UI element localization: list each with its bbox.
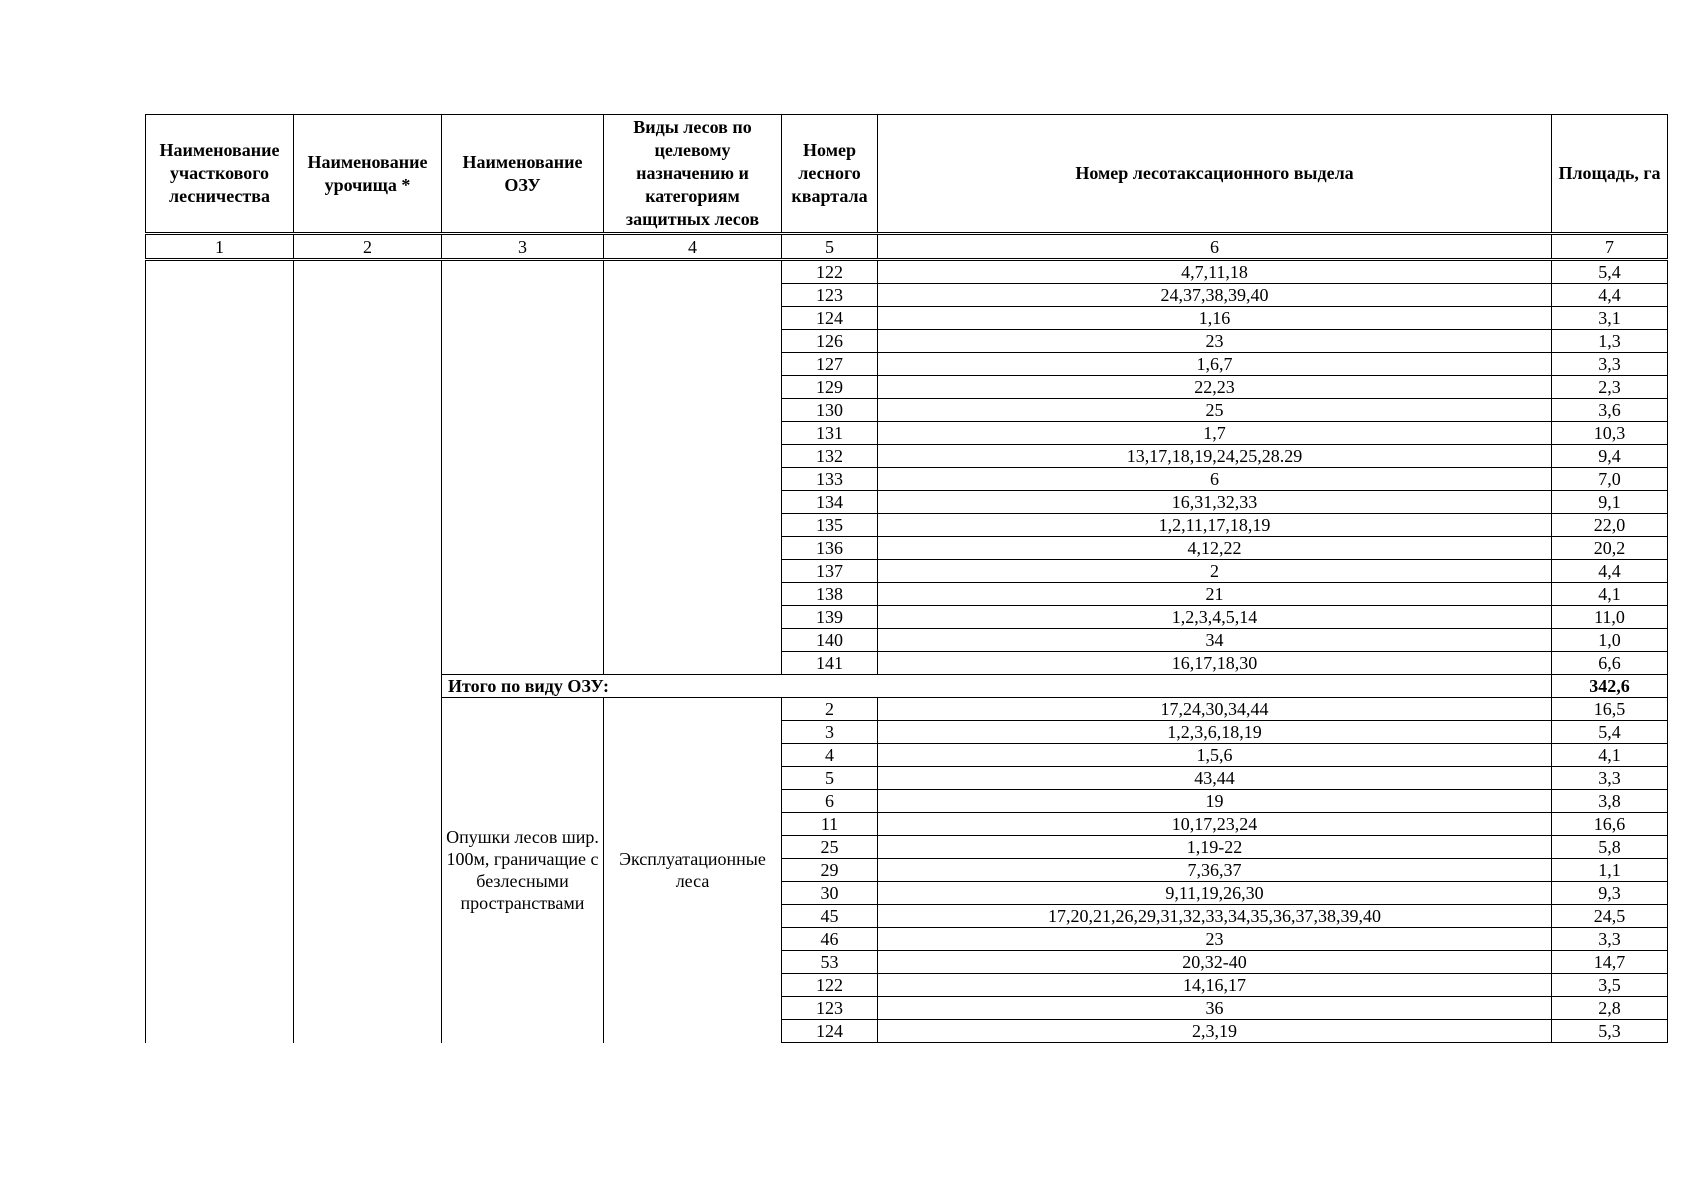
vydel-cell: 1,7	[878, 422, 1552, 445]
kvartal-cell: 25	[782, 836, 878, 859]
vydel-cell: 16,17,18,30	[878, 652, 1552, 675]
forest-type-name-cell: Эксплуатационные леса	[604, 698, 782, 1043]
column-number: 1	[146, 234, 294, 260]
forest-type-cell	[604, 260, 782, 675]
header-forestry: Наименование участкового лесничества	[146, 115, 294, 234]
header-row	[146, 115, 1668, 234]
column-number: 2	[294, 234, 442, 260]
area-cell: 4,1	[1552, 583, 1668, 606]
area-cell: 4,4	[1552, 284, 1668, 307]
kvartal-cell: 134	[782, 491, 878, 514]
header-tract: Наименование урочища *	[294, 115, 442, 234]
forestry-cell	[146, 260, 294, 1043]
kvartal-cell: 123	[782, 997, 878, 1020]
vydel-cell: 10,17,23,24	[878, 813, 1552, 836]
area-cell: 1,1	[1552, 859, 1668, 882]
header-vydel: Номер лесотаксационного выдела	[878, 115, 1552, 234]
vydel-cell: 6	[878, 468, 1552, 491]
area-cell: 24,5	[1552, 905, 1668, 928]
area-cell: 6,6	[1552, 652, 1668, 675]
vydel-cell: 9,11,19,26,30	[878, 882, 1552, 905]
vydel-cell: 1,16	[878, 307, 1552, 330]
kvartal-cell: 139	[782, 606, 878, 629]
total-label: Итого по виду ОЗУ:	[442, 675, 1552, 698]
kvartal-cell: 30	[782, 882, 878, 905]
kvartal-cell: 132	[782, 445, 878, 468]
vydel-cell: 20,32-40	[878, 951, 1552, 974]
vydel-cell: 17,24,30,34,44	[878, 698, 1552, 721]
kvartal-cell: 11	[782, 813, 878, 836]
area-cell: 16,6	[1552, 813, 1668, 836]
area-cell: 4,4	[1552, 560, 1668, 583]
area-cell: 7,0	[1552, 468, 1668, 491]
kvartal-cell: 5	[782, 767, 878, 790]
kvartal-cell: 4	[782, 744, 878, 767]
kvartal-cell: 135	[782, 514, 878, 537]
vydel-cell: 2,3,19	[878, 1020, 1552, 1043]
vydel-cell: 17,20,21,26,29,31,32,33,34,35,36,37,38,39,40	[878, 905, 1552, 928]
vydel-cell: 14,16,17	[878, 974, 1552, 997]
forest-table-sheet	[145, 114, 1668, 1043]
vydel-cell: 1,6,7	[878, 353, 1552, 376]
area-cell: 3,6	[1552, 399, 1668, 422]
area-cell: 20,2	[1552, 537, 1668, 560]
kvartal-cell: 123	[782, 284, 878, 307]
kvartal-cell: 122	[782, 260, 878, 284]
kvartal-cell: 46	[782, 928, 878, 951]
ozu-name-cell: Опушки лесов шир. 100м, граничащие с безлесными пространствами	[442, 698, 604, 1043]
area-cell: 2,3	[1552, 376, 1668, 399]
vydel-cell: 34	[878, 629, 1552, 652]
area-cell: 3,3	[1552, 767, 1668, 790]
area-cell: 11,0	[1552, 606, 1668, 629]
table-body	[146, 115, 1668, 1043]
area-cell: 3,3	[1552, 928, 1668, 951]
column-number: 6	[878, 234, 1552, 260]
area-cell: 1,3	[1552, 330, 1668, 353]
area-cell: 5,3	[1552, 1020, 1668, 1043]
vydel-cell: 13,17,18,19,24,25,28.29	[878, 445, 1552, 468]
area-cell: 16,5	[1552, 698, 1668, 721]
kvartal-cell: 126	[782, 330, 878, 353]
area-cell: 5,8	[1552, 836, 1668, 859]
vydel-cell: 1,2,3,6,18,19	[878, 721, 1552, 744]
area-cell: 10,3	[1552, 422, 1668, 445]
kvartal-cell: 130	[782, 399, 878, 422]
area-cell: 5,4	[1552, 260, 1668, 284]
kvartal-cell: 29	[782, 859, 878, 882]
column-number: 7	[1552, 234, 1668, 260]
kvartal-cell: 3	[782, 721, 878, 744]
column-number-row	[146, 234, 1668, 260]
area-cell: 5,4	[1552, 721, 1668, 744]
vydel-cell: 2	[878, 560, 1552, 583]
kvartal-cell: 141	[782, 652, 878, 675]
kvartal-cell: 131	[782, 422, 878, 445]
vydel-cell: 25	[878, 399, 1552, 422]
area-cell: 1,0	[1552, 629, 1668, 652]
total-value: 342,6	[1552, 675, 1668, 698]
kvartal-cell: 137	[782, 560, 878, 583]
area-cell: 3,3	[1552, 353, 1668, 376]
area-cell: 22,0	[1552, 514, 1668, 537]
kvartal-cell: 133	[782, 468, 878, 491]
vydel-cell: 1,2,11,17,18,19	[878, 514, 1552, 537]
vydel-cell: 1,2,3,4,5,14	[878, 606, 1552, 629]
kvartal-cell: 124	[782, 1020, 878, 1043]
header-ozu: Наименование ОЗУ	[442, 115, 604, 234]
area-cell: 9,3	[1552, 882, 1668, 905]
kvartal-cell: 45	[782, 905, 878, 928]
header-kvartal: Номер лесного квартала	[782, 115, 878, 234]
column-number: 5	[782, 234, 878, 260]
kvartal-cell: 140	[782, 629, 878, 652]
vydel-cell: 1,5,6	[878, 744, 1552, 767]
area-cell: 3,5	[1552, 974, 1668, 997]
kvartal-cell: 53	[782, 951, 878, 974]
kvartal-cell: 136	[782, 537, 878, 560]
table-row	[146, 260, 1668, 284]
header-area: Площадь, га	[1552, 115, 1668, 234]
vydel-cell: 24,37,38,39,40	[878, 284, 1552, 307]
vydel-cell: 23	[878, 330, 1552, 353]
vydel-cell: 19	[878, 790, 1552, 813]
kvartal-cell: 2	[782, 698, 878, 721]
kvartal-cell: 122	[782, 974, 878, 997]
kvartal-cell: 124	[782, 307, 878, 330]
forest-table	[145, 114, 1668, 1043]
vydel-cell: 7,36,37	[878, 859, 1552, 882]
area-cell: 9,1	[1552, 491, 1668, 514]
tract-cell	[294, 260, 442, 1043]
vydel-cell: 16,31,32,33	[878, 491, 1552, 514]
column-number: 3	[442, 234, 604, 260]
kvartal-cell: 127	[782, 353, 878, 376]
area-cell: 14,7	[1552, 951, 1668, 974]
kvartal-cell: 129	[782, 376, 878, 399]
vydel-cell: 43,44	[878, 767, 1552, 790]
vydel-cell: 4,7,11,18	[878, 260, 1552, 284]
area-cell: 3,1	[1552, 307, 1668, 330]
area-cell: 9,4	[1552, 445, 1668, 468]
vydel-cell: 21	[878, 583, 1552, 606]
kvartal-cell: 6	[782, 790, 878, 813]
vydel-cell: 23	[878, 928, 1552, 951]
ozu-cell	[442, 260, 604, 675]
area-cell: 4,1	[1552, 744, 1668, 767]
vydel-cell: 36	[878, 997, 1552, 1020]
header-forest-type: Виды лесов по целевому назначению и категориям защитных лесов	[604, 115, 782, 234]
vydel-cell: 1,19-22	[878, 836, 1552, 859]
vydel-cell: 22,23	[878, 376, 1552, 399]
kvartal-cell: 138	[782, 583, 878, 606]
area-cell: 2,8	[1552, 997, 1668, 1020]
column-number: 4	[604, 234, 782, 260]
vydel-cell: 4,12,22	[878, 537, 1552, 560]
area-cell: 3,8	[1552, 790, 1668, 813]
